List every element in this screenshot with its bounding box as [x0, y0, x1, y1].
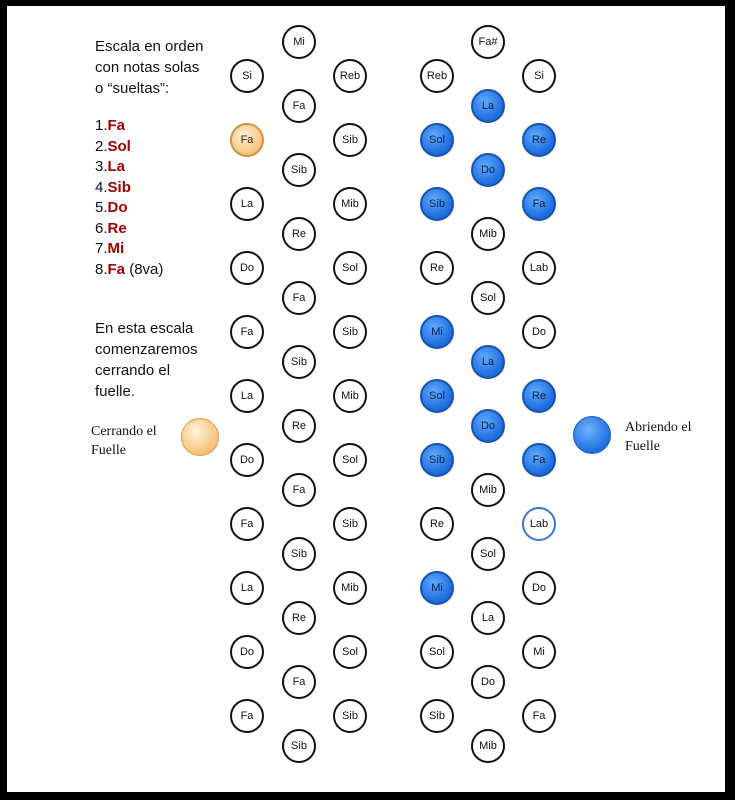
scale-item-note: Re: [107, 219, 127, 237]
note-button-inner[interactable]: Re: [522, 123, 556, 157]
note-button-middle[interactable]: La: [471, 601, 505, 635]
note-button-outer[interactable]: La: [230, 379, 264, 413]
scale-instruction-line: cerrando el: [95, 362, 171, 379]
note-button-inner[interactable]: Sol: [333, 251, 367, 285]
closing-bellows-label-line: Cerrando el: [91, 424, 157, 439]
scale-item: [95, 260, 163, 281]
scale-list: [95, 116, 163, 280]
note-button-inner[interactable]: Sol: [333, 635, 367, 669]
scale-item-number: 7.: [95, 240, 108, 257]
closing-bellows-legend-dot: [181, 418, 219, 456]
note-button-inner[interactable]: Mi: [522, 635, 556, 669]
note-button-outer[interactable]: Sib: [420, 699, 454, 733]
scale-title: [95, 36, 203, 99]
scale-item-note: Fa: [107, 260, 126, 278]
note-button-outer[interactable]: Do: [230, 251, 264, 285]
scale-title-line: con notas solas: [95, 59, 200, 76]
note-button-outer[interactable]: Mi: [420, 315, 454, 349]
note-button-inner[interactable]: Sib: [333, 507, 367, 541]
scale-item-number: 4.: [95, 178, 108, 196]
note-button-middle[interactable]: Do: [471, 409, 505, 443]
note-button-inner[interactable]: Sol: [333, 443, 367, 477]
note-button-outer[interactable]: Reb: [420, 59, 454, 93]
note-button-inner[interactable]: Sib: [333, 699, 367, 733]
note-button-middle[interactable]: Re: [282, 217, 316, 251]
note-button-middle[interactable]: Sib: [282, 153, 316, 187]
scale-title-line: o “sueltas”:: [95, 80, 170, 97]
diagram-frame: [7, 6, 725, 792]
scale-item: [95, 137, 163, 158]
note-button-middle[interactable]: Mib: [471, 473, 505, 507]
note-button-inner[interactable]: Lab: [522, 251, 556, 285]
note-button-middle[interactable]: Sib: [282, 345, 316, 379]
note-button-inner[interactable]: Do: [522, 571, 556, 605]
note-button-middle[interactable]: La: [471, 345, 505, 379]
opening-bellows-legend-dot: [573, 416, 611, 454]
scale-item: [95, 157, 163, 178]
scale-item-note: Mi: [107, 240, 125, 257]
note-button-middle[interactable]: Do: [471, 665, 505, 699]
scale-item: [95, 219, 163, 240]
note-button-outer[interactable]: Fa: [230, 507, 264, 541]
scale-title-line: Escala en orden: [95, 38, 204, 55]
note-button-middle[interactable]: Fa: [282, 281, 316, 315]
note-button-middle[interactable]: Mi: [282, 25, 316, 59]
note-button-inner[interactable]: Fa: [522, 443, 556, 477]
note-button-middle[interactable]: Fa#: [471, 25, 505, 59]
note-button-middle[interactable]: Sib: [282, 729, 316, 763]
scale-instruction-line: fuelle.: [95, 383, 136, 400]
scale-item-octave: (8va): [125, 260, 164, 278]
note-button-outer[interactable]: Mi: [420, 571, 454, 605]
note-button-middle[interactable]: Fa: [282, 665, 316, 699]
note-button-inner[interactable]: Do: [522, 315, 556, 349]
scale-item-note: Sib: [107, 178, 131, 196]
note-button-inner[interactable]: Sib: [333, 123, 367, 157]
note-button-outer[interactable]: Sib: [420, 187, 454, 221]
note-button-outer[interactable]: Sol: [420, 379, 454, 413]
note-button-middle[interactable]: Mib: [471, 217, 505, 251]
note-button-inner[interactable]: Sib: [333, 315, 367, 349]
scale-instruction-line: comenzaremos: [95, 341, 198, 358]
scale-item: [95, 116, 163, 137]
scale-instruction-line: En esta escala: [95, 320, 194, 337]
note-button-outer[interactable]: Re: [420, 507, 454, 541]
note-button-inner[interactable]: Re: [522, 379, 556, 413]
note-button-middle[interactable]: Fa: [282, 473, 316, 507]
scale-item: [95, 239, 163, 260]
scale-item-number: 6.: [95, 219, 108, 237]
note-button-outer[interactable]: Sib: [420, 443, 454, 477]
note-button-inner[interactable]: Mib: [333, 379, 367, 413]
note-button-outer[interactable]: Sol: [420, 635, 454, 669]
note-button-inner[interactable]: Reb: [333, 59, 367, 93]
note-button-inner[interactable]: Fa: [522, 699, 556, 733]
note-button-outer[interactable]: Re: [420, 251, 454, 285]
scale-instruction: [95, 318, 198, 402]
note-button-outer[interactable]: Do: [230, 635, 264, 669]
scale-item-note: Do: [107, 199, 128, 216]
note-button-inner[interactable]: Mib: [333, 571, 367, 605]
scale-item-number: 3.: [95, 158, 108, 175]
scale-item-number: 2.: [95, 137, 108, 155]
note-button-outer[interactable]: Si: [230, 59, 264, 93]
note-button-outer[interactable]: Fa: [230, 699, 264, 733]
note-button-outer[interactable]: Do: [230, 443, 264, 477]
scale-item-number: 5.: [95, 199, 108, 216]
note-button-middle[interactable]: Do: [471, 153, 505, 187]
scale-item-number: 1.: [95, 117, 108, 134]
note-button-outer[interactable]: La: [230, 571, 264, 605]
scale-item-note: Fa: [107, 117, 126, 134]
closing-bellows-label: [91, 422, 157, 460]
opening-bellows-label-line: Fuelle: [625, 439, 660, 454]
scale-item-note: Sol: [107, 137, 131, 155]
note-button-middle[interactable]: Fa: [282, 89, 316, 123]
note-button-outer[interactable]: Fa: [230, 123, 264, 157]
closing-bellows-label-line: Fuelle: [91, 443, 126, 458]
note-button-outer[interactable]: Fa: [230, 315, 264, 349]
opening-bellows-label-line: Abriendo el: [625, 420, 692, 435]
note-button-middle[interactable]: La: [471, 89, 505, 123]
note-button-outer[interactable]: La: [230, 187, 264, 221]
note-button-middle[interactable]: Sol: [471, 537, 505, 571]
note-button-middle[interactable]: Sol: [471, 281, 505, 315]
scale-item-number: 8.: [95, 260, 108, 278]
note-button-inner[interactable]: Si: [522, 59, 556, 93]
note-button-middle[interactable]: Re: [282, 601, 316, 635]
scale-item: [95, 198, 163, 219]
scale-item: [95, 178, 163, 199]
opening-bellows-label: [625, 418, 691, 456]
note-button-middle[interactable]: Sib: [282, 537, 316, 571]
note-button-inner[interactable]: Lab: [522, 507, 556, 541]
note-button-inner[interactable]: Mib: [333, 187, 367, 221]
note-button-outer[interactable]: Sol: [420, 123, 454, 157]
note-button-middle[interactable]: Mib: [471, 729, 505, 763]
note-button-inner[interactable]: Fa: [522, 187, 556, 221]
note-button-middle[interactable]: Re: [282, 409, 316, 443]
scale-item-note: La: [107, 158, 126, 175]
